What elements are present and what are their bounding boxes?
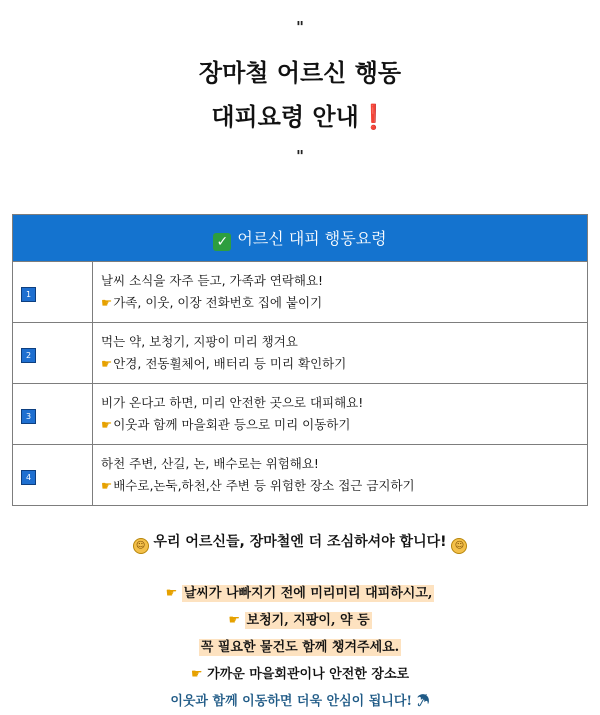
row-tip-text: 이웃과 함께 마을회관 등으로 미리 이동하기 (113, 417, 351, 432)
number-badge: 4 (21, 470, 36, 485)
smiling-face-icon: ☺ (133, 538, 149, 554)
exclamation-icon: ❗ (358, 103, 389, 131)
table-header-row (13, 215, 588, 262)
table-row (13, 262, 588, 323)
footer-line-1: 날씨가 나빠지기 전에 미리미리 대피하시고, (183, 586, 433, 601)
pointing-hand-icon: ☛ (190, 667, 203, 682)
row-tip-text: 가족, 이웃, 이장 전화번호 집에 붙이기 (113, 295, 323, 310)
pointing-hand-icon: ☛ (101, 478, 113, 493)
table-row (13, 323, 588, 384)
footer-headline (0, 530, 600, 554)
checkmark-icon: ✓ (213, 233, 231, 251)
footer-headline-text: 우리 어르신들, 장마철엔 더 조심하셔야 합니다! (153, 534, 447, 550)
quote-open: " (296, 18, 304, 36)
smiling-face-icon: ☺ (451, 538, 467, 554)
table-header-label: 어르신 대피 행동요령 (237, 228, 387, 248)
umbrella-icon: ☂ (416, 694, 430, 709)
footer-line-2: 보청기, 지팡이, 약 등 (246, 613, 370, 628)
row-tip-text: 안경, 전동휠체어, 배터리 등 미리 확인하기 (113, 356, 347, 371)
pointing-hand-icon: ☛ (101, 356, 113, 371)
number-badge: 2 (21, 348, 36, 363)
footer-message (0, 530, 600, 715)
title-line-1: 장마철 어르신 행동 (198, 58, 402, 87)
row-main-text: 비가 온다고 하면, 미리 안전한 곳으로 대피해요! (101, 395, 364, 410)
title-line-2 (0, 95, 600, 139)
title-line-2-text: 대피요령 안내 (211, 102, 359, 131)
pointing-hand-icon: ☛ (228, 613, 241, 628)
footer-line-5: 이웃과 함께 이동하면 더욱 안심이 됩니다! (170, 694, 413, 709)
footer-line-4: 가까운 마을회관이나 안전한 장소로 (207, 667, 410, 682)
row-main-text: 날씨 소식을 자주 듣고, 가족과 연락해요! (101, 273, 324, 288)
footer-line-3: 꼭 필요한 물건도 함께 챙겨주세요. (200, 640, 400, 655)
table-header (13, 215, 588, 262)
pointing-hand-icon: ☛ (165, 586, 178, 601)
table-row (13, 384, 588, 445)
table-row (13, 445, 588, 506)
row-main-text: 하천 주변, 산길, 논, 배수로는 위험해요! (101, 456, 319, 471)
pointing-hand-icon: ☛ (101, 295, 113, 310)
evacuation-table (12, 214, 588, 506)
page-title (0, 51, 600, 139)
number-badge: 1 (21, 287, 36, 302)
number-badge: 3 (21, 409, 36, 424)
quote-close: " (296, 147, 304, 165)
row-tip-text: 배수로,논둑,하천,산 주변 등 위험한 장소 접근 금지하기 (113, 478, 415, 493)
row-main-text: 먹는 약, 보청기, 지팡이 미리 챙겨요 (101, 334, 298, 349)
pointing-hand-icon: ☛ (101, 417, 113, 432)
